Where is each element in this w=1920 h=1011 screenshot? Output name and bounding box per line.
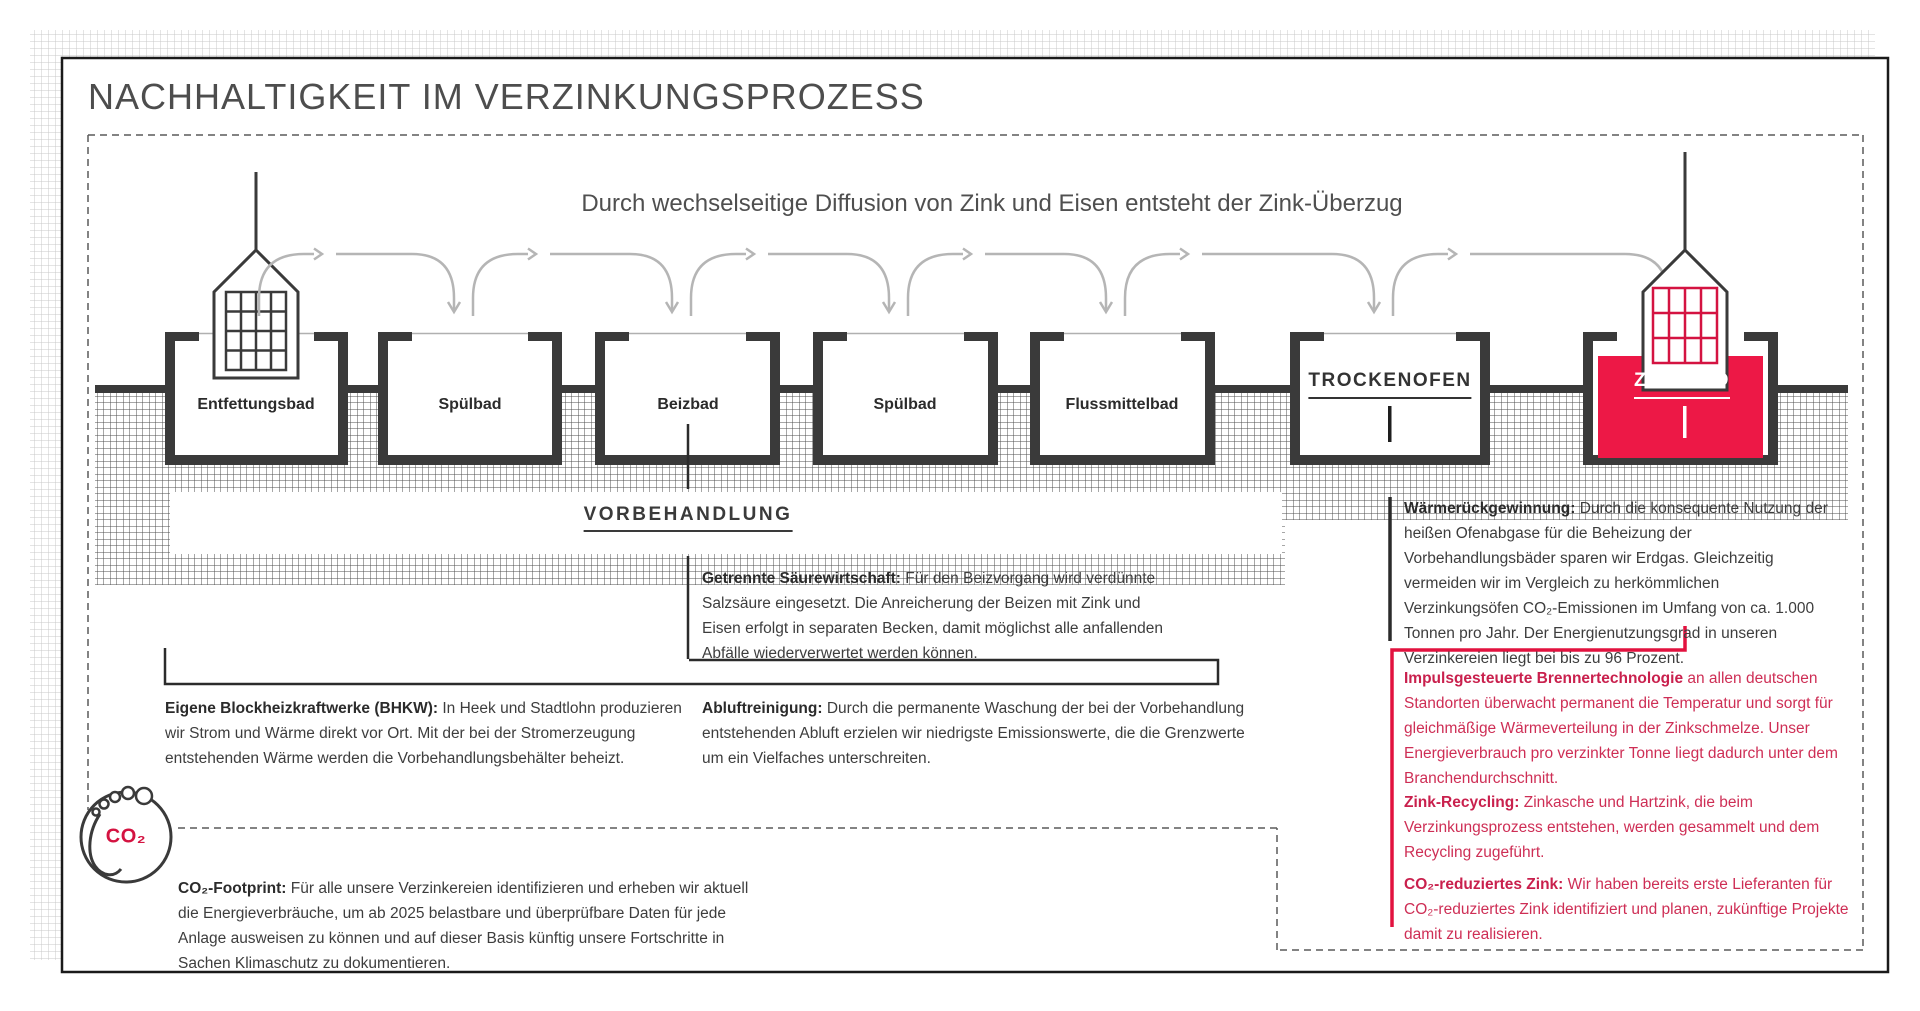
note-abluft-heading: Abluftreinigung: [702,700,823,717]
note-abluft-body: Durch die permanente Waschung der bei der Vorbehandlung entstehenden Abluft erzielen wir niedrigste Emissionswerte, die die Grenzwerte um ein Vielfaches unterschreiten. [702,700,1245,767]
co2-badge-label: CO₂ [105,825,147,848]
note-zink-recycling-body: Zinkasche und Hartzink, die beim Verzinkungsprozess entstehen, werden gesammelt und dem Recycling zugeführt. [1404,794,1820,861]
note-zink-recycling-heading: Zink-Recycling: [1404,794,1520,811]
bath-label-zinkbad: ZINKBAD [1634,370,1730,399]
note-waermerueckgewinnung [1404,496,1829,671]
bath-label-spuelbad-1: Spülbad [438,396,502,413]
note-co2-zink-body: Wir haben bereits erste Lieferanten für CO₂-reduziertes Zink identifiziert und planen, zukünftige Projekte damit zu realisieren. [1404,876,1849,943]
note-getrennte-body: Für den Beizvorgang wird verdünnte Salzsäure eingesetzt. Die Anreicherung der Beizen mit Zink und Eisen erfolgt in separaten Becken, damit möglichst alle anfallenden Abfälle wiederverwertet werden können. [702,570,1163,662]
note-co2-footprint-heading: CO₂-Footprint: [178,880,287,897]
note-bhkw [165,696,695,771]
note-bhkw-body: In Heek und Stadtlohn produzieren wir Strom und Wärme direkt vor Ort. Mit der bei der Stromerzeugung entstehenden Wärme werden die Vorbehandlungsbehälter beheizt. [165,700,682,767]
note-getrennte-saeurewirtschaft [702,566,1167,666]
note-co2-zink-heading: CO₂-reduziertes Zink: [1404,876,1564,893]
note-co2-footprint-body: Für alle unsere Verzinkereien identifizieren und erheben wir aktuell die Energieverbräuche, um ab 2025 belastbare und überprüfbare Daten für jede Anlage ausweisen zu können und auf dieser Basis künftig unsere Fortschritte in Sachen Klimaschutz zu dokumentieren. [178,880,749,972]
note-waerme-heading: Wärmerückgewinnung: [1404,500,1576,517]
diagram-subtitle: Durch wechselseitige Diffusion von Zink und Eisen entsteht der Zink-Überzug [581,190,1403,217]
note-co2-footprint [178,876,753,976]
bath-label-spuelbad-2: Spülbad [873,396,937,413]
bath-label-flussmittelbad: Flussmittelbad [1065,396,1179,413]
note-zink-recycling [1404,790,1839,865]
note-abluftreinigung [702,696,1252,771]
page-title: NACHHALTIGKEIT IM VERZINKUNGSPROZESS [88,76,925,117]
trockenofen-pointer-tick [1388,406,1392,442]
note-brennertechnologie [1404,666,1839,791]
note-co2-reduziertes-zink [1404,872,1849,947]
note-waerme-body: Durch die konsequente Nutzung der heißen Ofenabgase für die Beheizung der Vorbehandlungsbäder sparen wir Erdgas. Gleichzeitig vermeiden wir im Vergleich zu herkömmlichen Verzinkungsöfen CO₂-Emissionen im Umfang von ca. 1.000 Tonnen pro Jahr. Der Energienutzungsgrad in unseren Verzinkereien liegt bei bis zu 96 Prozent. [1404,500,1828,667]
bath-label-beizbad: Beizbad [657,396,719,413]
note-brennertechnologie-heading: Impulsgesteuerte Brennertechnologie [1404,670,1684,687]
note-bhkw-heading: Eigene Blockheizkraftwerke (BHKW): [165,700,439,717]
bath-label-trockenofen: TROCKENOFEN [1308,370,1471,399]
note-getrennte-heading: Getrennte Säurewirtschaft: [702,570,901,587]
note-brennertechnologie-body: an allen deutschen Standorten überwacht permanent die Temperatur und sorgt für gleichmäßige Wärmeverteilung in der Zinkschmelze. Unser Energieverbrauch pro verzinkter Tonne liegt dadurch unter dem Branchendurchschnitt. [1404,670,1838,787]
zinkbad-pointer-tick [1683,406,1687,438]
pretreatment-label: VORBEHANDLUNG [584,504,793,532]
bath-label-entfettungsbad: Entfettungsbad [197,396,315,413]
